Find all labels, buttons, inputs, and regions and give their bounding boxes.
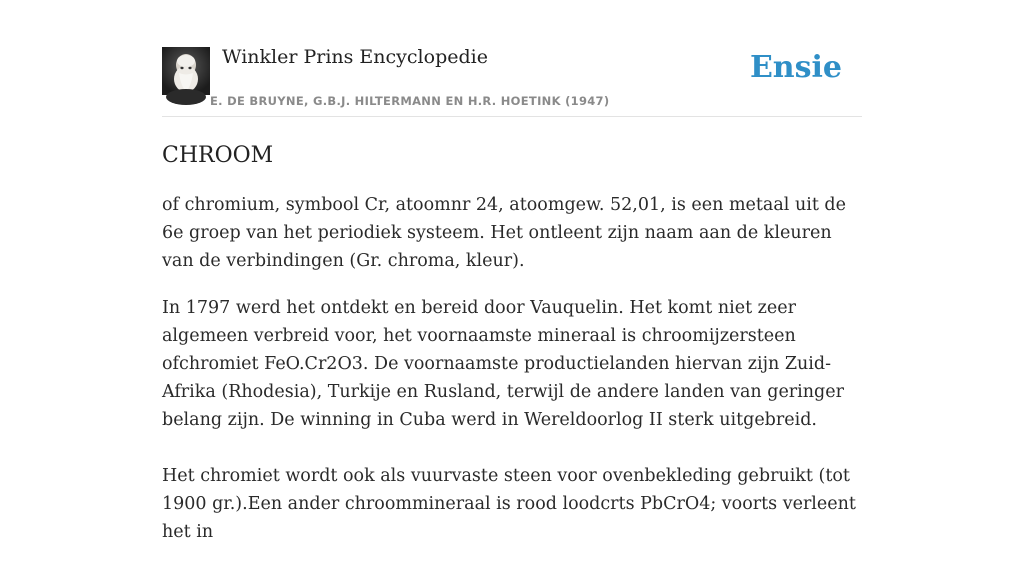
article-paragraph: In 1797 werd het ontdekt en bereid door Vauquelin. Het komt niet zeer algemeen verbreid voor, het voornaamste mineraal is chroomijzersteen ofchromiet FeO.Cr2O3. De voornaamste productielanden hiervan zijn Zuid-Afrika (Rhodesia), Turkije en Rusland, terwijl de andere landen van geringer belang zijn. De winning in Cuba werd in Wereldoorlog II sterk uitgebreid.	[162, 298, 844, 430]
brand-logo-link[interactable]: Ensie	[749, 50, 842, 85]
article-paragraph: of chromium, symbool Cr, atoomnr 24, atoomgew. 52,01, is een metaal uit de 6e groep van het periodiek systeem. Het ontleent zijn naam aan de kleuren van de verbindingen (Gr. chroma, kleur).	[162, 195, 846, 271]
portrait-icon	[162, 47, 210, 95]
content-column	[162, 0, 862, 565]
source-authors: E. DE BRUYNE, G.B.J. HILTERMANN EN H.R. HOETINK (1947)	[210, 94, 610, 108]
article-paragraph: Het chromiet wordt ook als vuurvaste steen voor ovenbekleding gebruikt (tot 1900 gr.).Een ander chroommineraal is rood loodcrts PbCrO4; voorts verleent het in	[162, 466, 856, 542]
author-avatar	[162, 47, 210, 95]
source-header	[162, 0, 862, 117]
source-title[interactable]: Winkler Prins Encyclopedie	[222, 46, 488, 68]
article-title: CHROOM	[162, 143, 274, 168]
